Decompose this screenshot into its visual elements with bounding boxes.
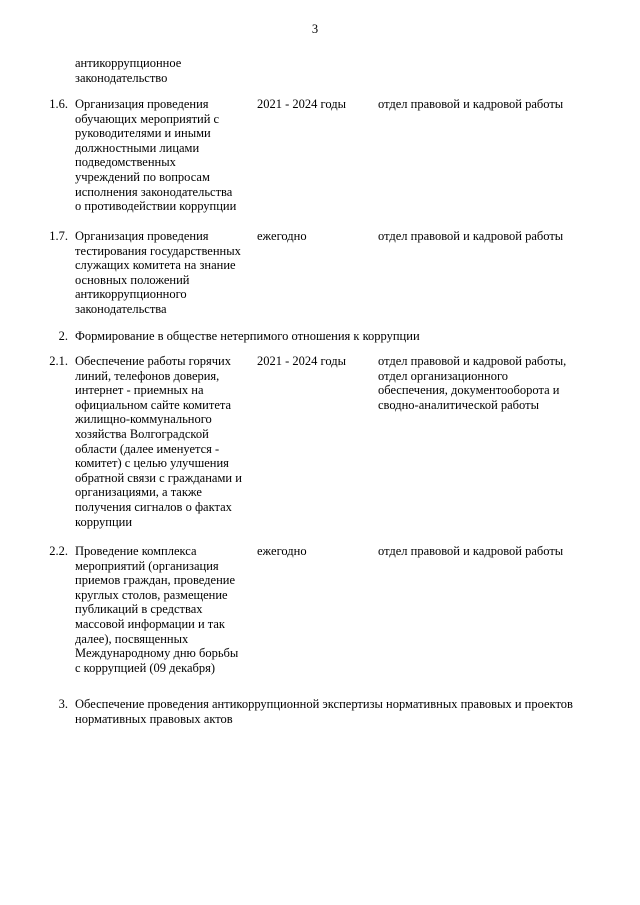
section-heading xyxy=(44,329,614,345)
row-responsible: отдел правовой и кадровой работы xyxy=(378,229,564,243)
row-number: 1.7. xyxy=(49,229,68,243)
section-number: 3. xyxy=(58,697,68,711)
row-term: 2021 - 2024 годы xyxy=(257,354,347,368)
row-description: Организация проведения тестирования государственных служащих комитета на знание основных положений антикоррупционного законодательства xyxy=(75,229,241,316)
page-number: 3 xyxy=(311,22,319,36)
table-row xyxy=(44,229,604,319)
row-term: ежегодно xyxy=(257,544,307,558)
section-number: 2. xyxy=(58,329,68,343)
table-row xyxy=(44,97,604,217)
row-description: Обеспечение работы горячих линий, телефонов доверия, интернет - приемных на официальном сайте комитета жилищно-коммунального хозяйства Волгоградской области (далее именуется - комитет) с целью улучшения обратной связи с гражданами и организациями, а также получения сигналов о фактах коррупции xyxy=(75,354,242,529)
table-row xyxy=(44,544,604,678)
table-row xyxy=(44,354,604,532)
row-description: Организация проведения обучающих мероприятий с руководителями и иными должностными лицами подведомственных учреждений по вопросам исполнения законодательства о противодействии коррупции xyxy=(75,97,237,214)
row-number: 1.6. xyxy=(49,97,68,111)
row-term: 2021 - 2024 годы xyxy=(257,97,347,111)
row-responsible: отдел правовой и кадровой работы xyxy=(378,97,564,111)
row-number: 2.1. xyxy=(49,354,68,368)
row-responsible: отдел правовой и кадровой работы xyxy=(378,544,564,558)
continuation-block xyxy=(44,56,604,88)
row-responsible: отдел правовой и кадровой работы, отдел организационного обеспечения, документооборота и сводно-аналитической работы xyxy=(378,354,567,412)
section-heading xyxy=(44,697,624,729)
row-number: 2.2. xyxy=(49,544,68,558)
section-title: Формирование в обществе нетерпимого отношения к коррупции xyxy=(75,329,420,343)
continuation-text: антикоррупционное законодательство xyxy=(75,56,182,85)
row-description: Проведение комплекса мероприятий (организация приемов граждан, проведение круглых столов, размещение публикаций в средствах массовой информации и так далее), посвященных Международному дню борьбы с коррупцией (09 декабря) xyxy=(75,544,239,675)
section-title: Обеспечение проведения антикоррупционной экспертизы нормативных правовых и проектов нормативных правовых актов xyxy=(75,697,573,726)
row-term: ежегодно xyxy=(257,229,307,243)
